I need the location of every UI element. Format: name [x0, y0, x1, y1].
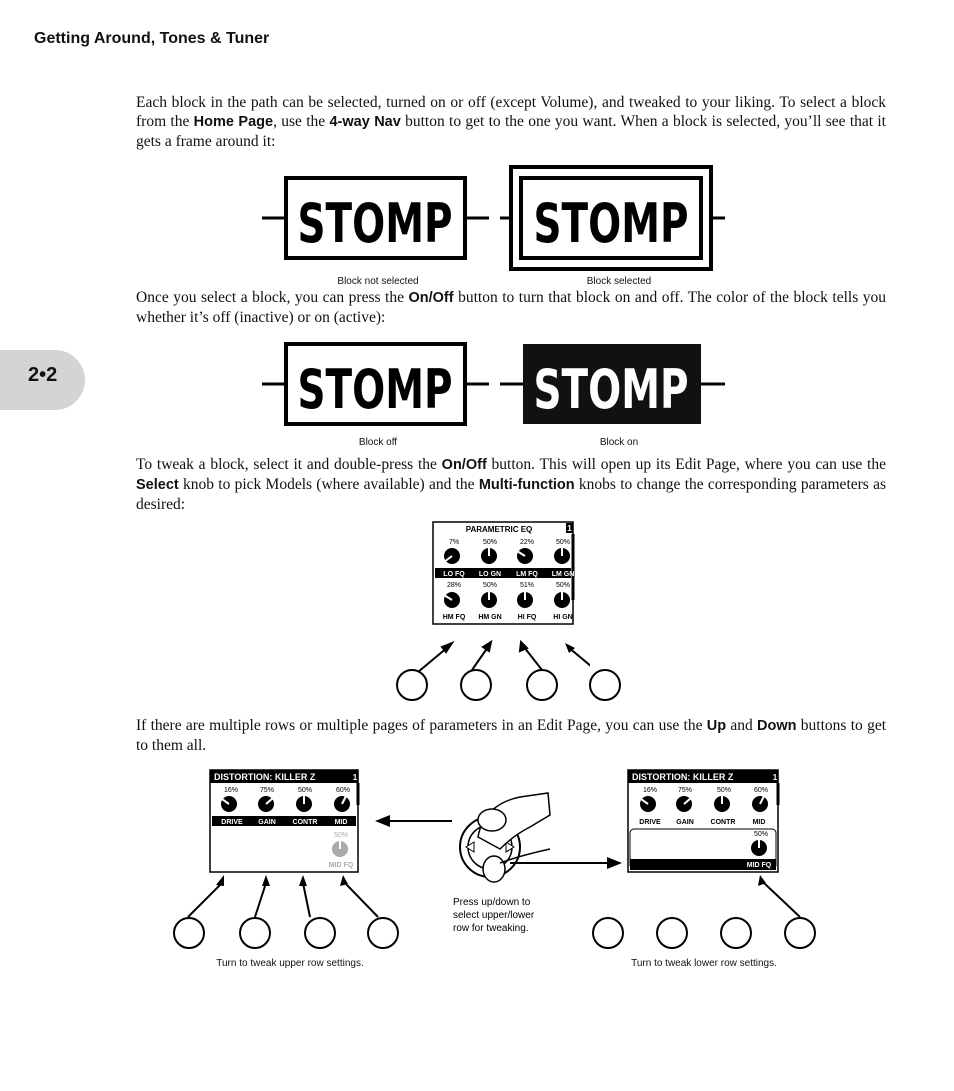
param-label-dimmed: MID FQ	[328, 862, 354, 869]
block-label: STOMP	[297, 358, 453, 421]
caption-upper-row: Turn to tweak upper row settings.	[216, 958, 364, 969]
term-multi-function: Multi-function	[478, 477, 575, 493]
param-label: CONTR	[710, 819, 736, 826]
block-label: STOMP	[533, 192, 689, 255]
caption-block-selected: Block selected	[586, 276, 652, 287]
text: Once you select a block, you can press the	[136, 289, 409, 306]
knob-icon	[676, 796, 692, 812]
param-value: 50%	[716, 787, 732, 794]
knob-icon	[640, 796, 656, 812]
param-label: HM GN	[478, 614, 502, 621]
param-label: LO FQ	[443, 571, 465, 578]
multi-function-knob-icon	[785, 918, 815, 948]
term-on-off: On/Off	[408, 290, 454, 306]
multi-function-knob-icon	[657, 918, 687, 948]
param-label: LO GN	[478, 571, 502, 578]
text: and	[726, 717, 758, 734]
multi-function-knob-icon	[174, 918, 204, 948]
knob-icon	[444, 548, 460, 564]
param-label: LM FQ	[516, 571, 538, 578]
block-label: STOMP	[297, 192, 453, 255]
multi-function-knob-icon	[240, 918, 270, 948]
param-label: GAIN	[258, 819, 276, 826]
nav-caption-line: row for tweaking.	[453, 923, 529, 934]
param-label: MID FQ	[746, 862, 772, 869]
text: Each block in the path can be selected, turned on or off (except Volume), and tweaked to your liking. To select a block from the	[136, 94, 886, 130]
knob-icon	[517, 548, 533, 564]
param-value: 50%	[482, 582, 498, 589]
param-label: MID	[334, 819, 348, 826]
on-off-paragraph	[136, 288, 886, 327]
param-label: HI GN	[553, 614, 573, 621]
display-title: DISTORTION: KILLER Z	[632, 772, 734, 782]
parametric-eq-figure	[390, 520, 590, 705]
param-label: HM FQ	[442, 614, 466, 621]
param-value: 50%	[555, 539, 571, 546]
block-on-off-figure	[255, 336, 735, 436]
text: knobs to change the corresponding parameters as desired:	[136, 476, 886, 513]
param-value: 75%	[259, 787, 275, 794]
multi-function-knob-icon	[397, 670, 427, 700]
param-value: 7%	[448, 539, 460, 546]
param-label: HI FQ	[517, 614, 537, 621]
param-label: GAIN	[676, 819, 694, 826]
multi-function-knob-icon	[593, 918, 623, 948]
param-value: 60%	[335, 787, 351, 794]
display-title: PARAMETRIC EQ	[465, 525, 533, 534]
text: If there are multiple rows or multiple pages of parameters in an Edit Page, you can use the	[136, 717, 707, 734]
edit-page-display-lower	[628, 770, 778, 872]
param-value: 50%	[297, 787, 313, 794]
multi-function-knob-icon	[585, 668, 625, 708]
multi-function-knob-icon	[461, 670, 491, 700]
text: button. This will open up its Edit Page, where you can use the	[486, 456, 886, 473]
param-value: 51%	[519, 582, 535, 589]
param-value-dimmed: 50%	[333, 832, 349, 839]
param-label: LM GN	[551, 571, 575, 578]
intro-paragraph	[136, 93, 886, 151]
block-label: STOMP	[533, 358, 689, 421]
param-value: 28%	[446, 582, 462, 589]
param-label: DRIVE	[639, 819, 661, 826]
param-label: CONTR	[292, 819, 318, 826]
page-indicator: 1	[352, 773, 358, 782]
term-4-way-nav: 4-way Nav	[329, 114, 401, 130]
param-value: 50%	[555, 582, 571, 589]
page-indicator: 1	[772, 773, 778, 782]
caption-block-on: Block on	[599, 437, 639, 448]
knob-icon	[221, 796, 237, 812]
display-title: DISTORTION: KILLER Z	[214, 772, 316, 782]
param-value: 50%	[482, 539, 498, 546]
distortion-navigation-figure	[160, 765, 840, 960]
text: button to get to the one you want. When a block is selected, you’ll see that it gets a frame around it:	[136, 113, 886, 150]
block-selection-figure	[255, 162, 735, 274]
page-number: 2•2	[28, 364, 58, 386]
nav-caption-line: Press up/down to	[453, 897, 531, 908]
knob-icon	[334, 796, 350, 812]
multi-function-knob-icon	[305, 918, 335, 948]
param-label: MID	[752, 819, 766, 826]
term-select: Select	[136, 477, 179, 493]
caption-block-off: Block off	[358, 437, 398, 448]
knob-icon	[752, 796, 768, 812]
caption-block-not-selected: Block not selected	[337, 276, 419, 287]
page-indicator: 1	[567, 524, 572, 533]
caption-lower-row: Turn to tweak lower row settings.	[631, 958, 777, 969]
param-value: 50%	[753, 831, 769, 838]
tweak-paragraph	[136, 455, 886, 514]
text: buttons to get to them all.	[136, 717, 886, 754]
term-on-off: On/Off	[441, 457, 487, 473]
multi-function-knob-icon	[721, 918, 751, 948]
knob-icon	[258, 796, 274, 812]
term-up: Up	[706, 718, 727, 734]
edit-page-display-upper	[210, 770, 358, 872]
nav-caption-line: select upper/lower	[453, 910, 535, 921]
text: To tweak a block, select it and double-press the	[136, 456, 442, 473]
param-value: 75%	[677, 787, 693, 794]
text: knob to pick Models (where available) and the	[178, 476, 479, 493]
param-label: DRIVE	[221, 819, 243, 826]
multi-function-knob-icon	[527, 670, 557, 700]
multi-function-knob-icon	[368, 918, 398, 948]
text: button to turn that block on and off. The color of the block tells you whether it’s off (inactive) or on (active):	[136, 289, 886, 326]
param-value: 60%	[753, 787, 769, 794]
knob-icon	[444, 592, 460, 608]
param-value: 16%	[642, 787, 658, 794]
page-header: Getting Around, Tones & Tuner	[34, 30, 270, 47]
param-value: 22%	[519, 539, 535, 546]
term-down: Down	[757, 718, 797, 734]
up-down-paragraph	[136, 716, 886, 755]
param-value: 16%	[223, 787, 239, 794]
term-home-page: Home Page	[193, 114, 274, 130]
text: , use the	[273, 113, 330, 130]
hand-icon	[478, 793, 550, 882]
